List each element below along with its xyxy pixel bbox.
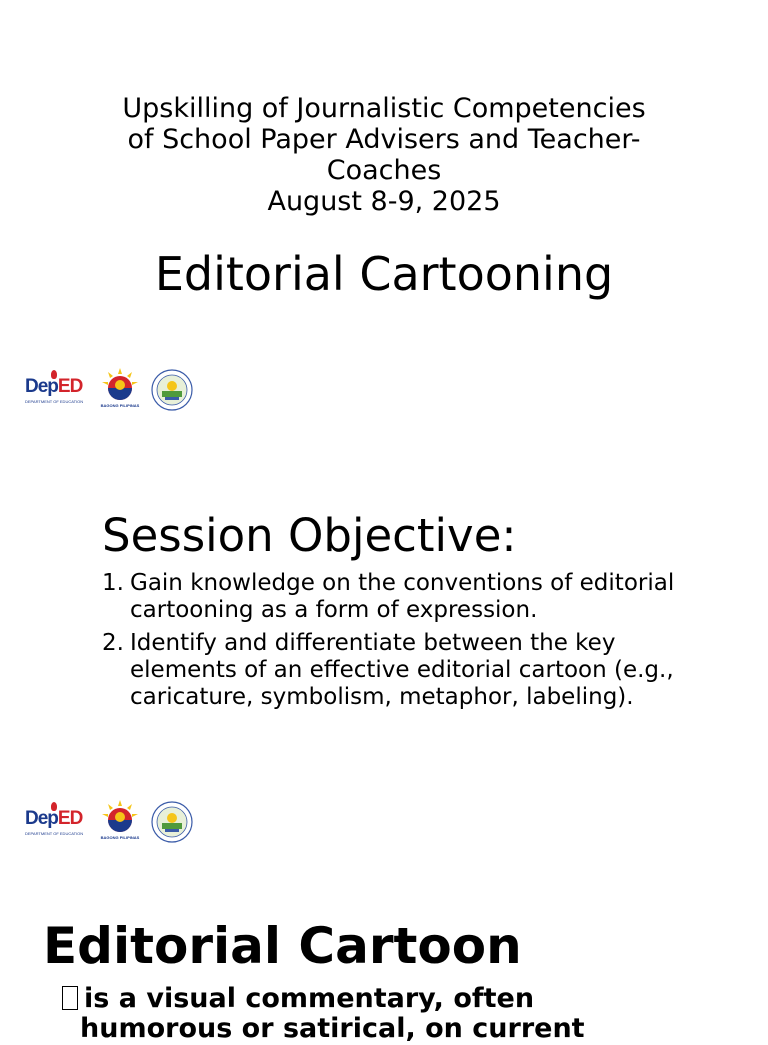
deped-logo-text: Dep bbox=[25, 376, 58, 397]
editorial-cartoon-title: Editorial Cartoon bbox=[43, 917, 522, 975]
sun-emblem-icon bbox=[102, 800, 138, 834]
list-number: 2. bbox=[102, 630, 124, 656]
definition-line bbox=[62, 983, 534, 1015]
list-item bbox=[102, 630, 682, 711]
session-objective-title: Session Objective: bbox=[102, 509, 517, 562]
event-header bbox=[60, 93, 708, 217]
deped-logo-subtext: DEPARTMENT OF EDUCATION bbox=[25, 399, 84, 404]
deped-logo-text: Dep bbox=[25, 808, 58, 829]
event-header-line: Coaches bbox=[326, 155, 442, 186]
bagong-pilipinas-label: BAGONG PILIPINAS bbox=[100, 835, 140, 840]
logo-strip bbox=[25, 368, 193, 412]
event-date: August 8-9, 2025 bbox=[267, 186, 501, 217]
definition-text: is a visual commentary, often bbox=[84, 983, 535, 1014]
objective-text: Identify and differentiate between the key elements of an effective editorial cartoon (e.g., caricature, symbolism, metaphor, labeling). bbox=[130, 630, 674, 710]
definition-line: humorous or satirical, on current bbox=[80, 1013, 585, 1044]
sun-emblem-icon bbox=[102, 368, 138, 402]
list-number: 1. bbox=[102, 570, 124, 596]
logo-strip bbox=[25, 800, 193, 844]
slide-title: Editorial Cartooning bbox=[154, 247, 614, 301]
bagong-pilipinas-label: BAGONG PILIPINAS bbox=[100, 403, 140, 408]
bagong-pilipinas-logo bbox=[97, 800, 143, 844]
deped-logo bbox=[25, 370, 89, 410]
deped-logo-text: ED bbox=[57, 808, 83, 829]
bagong-pilipinas-logo bbox=[97, 368, 143, 412]
deped-logo-subtext: DEPARTMENT OF EDUCATION bbox=[25, 831, 84, 836]
event-header-line: Upskilling of Journalistic Competencies bbox=[122, 93, 646, 124]
deped-logo-text: ED bbox=[57, 376, 83, 397]
division-seal-icon bbox=[151, 801, 193, 843]
event-header-line: of School Paper Advisers and Teacher- bbox=[127, 124, 641, 155]
objective-text: Gain knowledge on the conventions of editorial cartooning as a form of expression. bbox=[130, 570, 675, 623]
list-item bbox=[102, 570, 682, 624]
objective-list bbox=[102, 570, 682, 717]
bullet-box-icon bbox=[62, 986, 78, 1010]
division-seal-icon bbox=[151, 369, 193, 411]
deped-logo bbox=[25, 802, 89, 842]
